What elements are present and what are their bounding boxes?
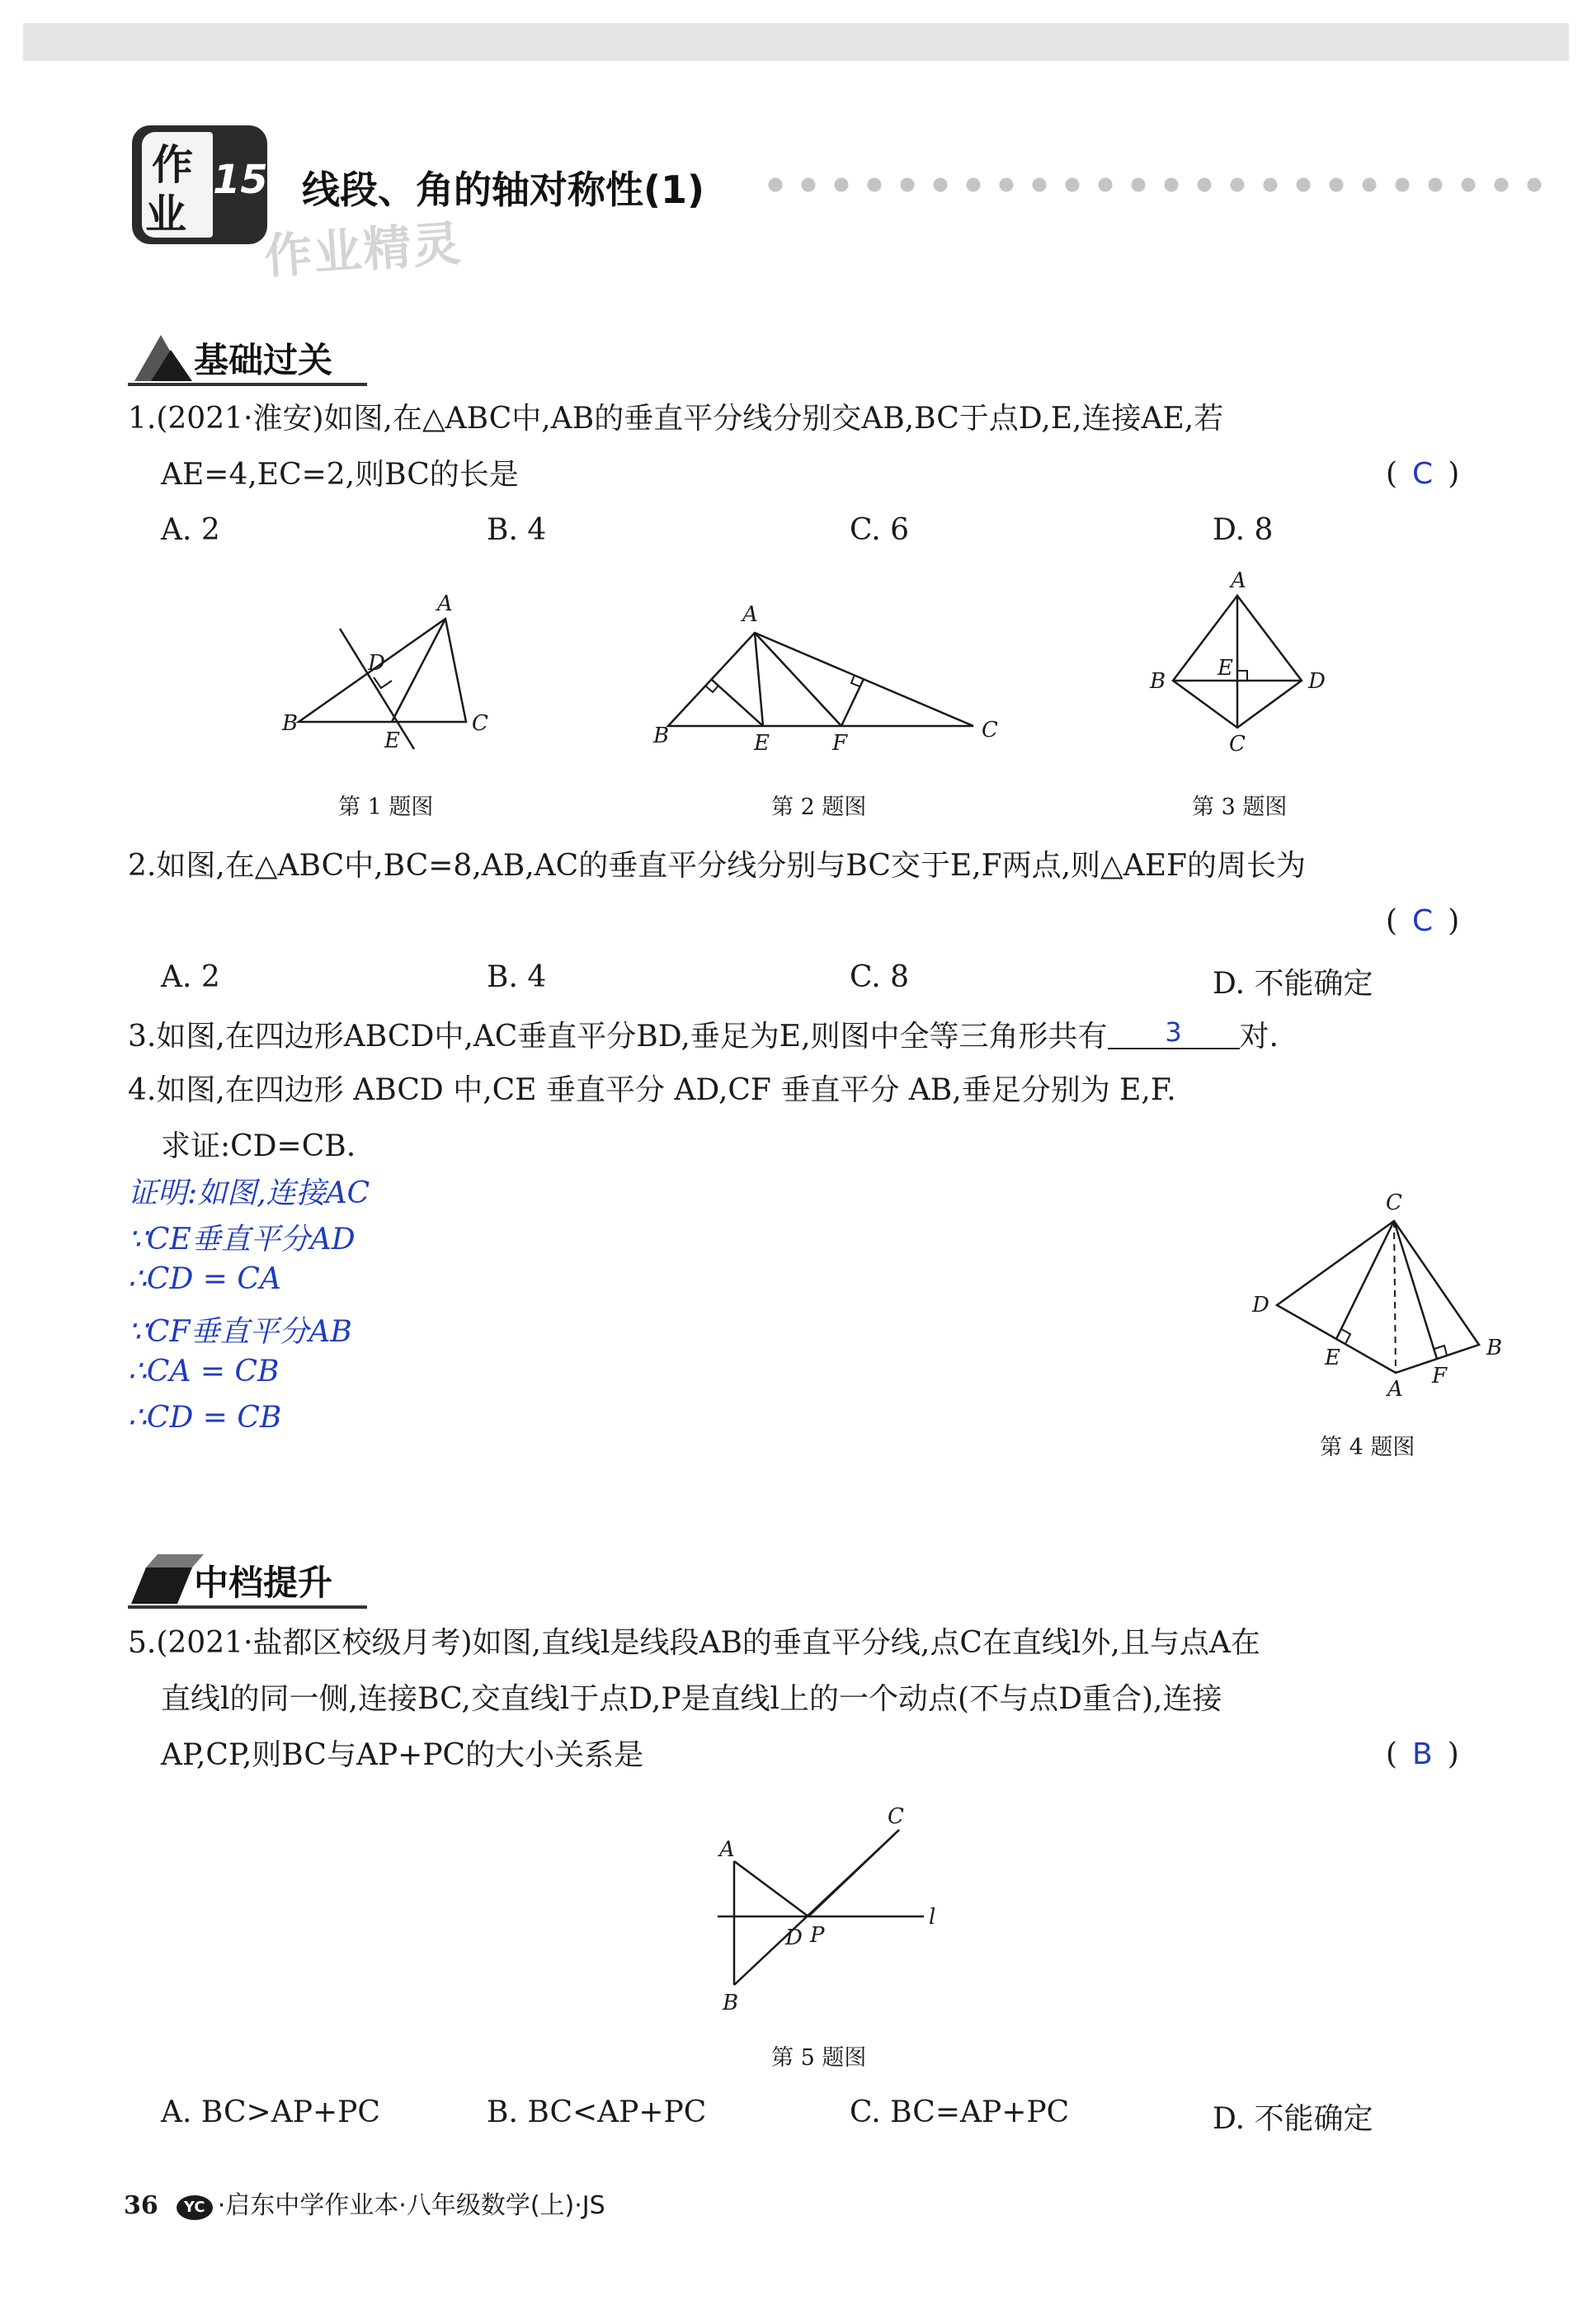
q5-line1: 5.(2021·盐都区校级月考)如图,直线l是线段AB的垂直平分线,点C在直线l外,且与点A在 <box>128 1626 1260 1660</box>
figure-1 <box>272 586 503 759</box>
fig4-label-d: D <box>1252 1293 1269 1318</box>
fig5-label-b: B <box>723 1991 739 2013</box>
fig1-caption: 第 1 题图 <box>338 794 434 820</box>
badge-number: 15 <box>213 157 268 203</box>
section-basic-label: 基础过关 <box>194 340 333 380</box>
q2-answer-value: C <box>1412 904 1434 938</box>
figure-4 <box>1237 1180 1518 1402</box>
q5-option-b: B. BC<AP+PC <box>487 2095 707 2129</box>
q1-answer-value: C <box>1412 457 1434 491</box>
fig4-label-e: E <box>1325 1346 1340 1370</box>
q2-option-b: B. 4 <box>487 960 547 994</box>
q4-proof-2: ∵CE垂直平分AD <box>128 1223 356 1256</box>
fig2-caption: 第 2 题图 <box>771 794 867 820</box>
fig4-label-f: F <box>1432 1364 1448 1388</box>
q4-proof-5: ∴CA = CB <box>128 1355 280 1388</box>
q5-answer-value: B <box>1412 1737 1433 1771</box>
q1-line2: AE=4,EC=2,则BC的长是 <box>161 458 519 492</box>
q4-proof-1: 证明:如图,连接AC <box>128 1176 370 1210</box>
section-mid <box>128 1553 392 1610</box>
q5-line2: 直线l的同一侧,连接BC,交直线l于点D,P是直线l上的一个动点(不与点D重合),连接 <box>161 1682 1222 1716</box>
fig4-caption: 第 4 题图 <box>1320 1435 1415 1460</box>
header <box>132 122 1567 285</box>
q5-answer: ( B ) <box>1386 1737 1459 1771</box>
fig4-label-a: A <box>1387 1377 1403 1402</box>
fig2-label-e: E <box>754 731 770 755</box>
fig3-label-d: D <box>1308 669 1326 694</box>
footer <box>124 2185 605 2221</box>
q5-option-c: C. BC=AP+PC <box>850 2095 1070 2129</box>
q5-line3: AP,CP,则BC与AP+PC的大小关系是 <box>161 1738 644 1772</box>
page-title: 线段、角的轴对称性(1) <box>302 167 705 212</box>
badge-bottom-char: 业 <box>145 190 186 238</box>
q1-option-a: A. 2 <box>161 513 220 547</box>
fig5-caption: 第 5 题图 <box>771 2045 867 2071</box>
q4-proof-6: ∴CD = CB <box>128 1401 282 1435</box>
q4-line2: 求证:CD=CB. <box>161 1129 356 1163</box>
q4-proof-3: ∴CD = CA <box>128 1262 281 1296</box>
q4-line1: 4.如图,在四边形 ABCD 中,CE 垂直平分 AD,CF 垂直平分 AB,垂足分别为 E,F. <box>128 1073 1176 1107</box>
q3-text-end: 对. <box>1239 1020 1279 1054</box>
q2-option-d: D. 不能确定 <box>1213 967 1373 1001</box>
q1-option-b: B. 4 <box>487 513 547 547</box>
q1-option-d: D. 8 <box>1213 513 1274 547</box>
fig3-caption: 第 3 题图 <box>1192 794 1288 820</box>
figure-2 <box>643 598 1006 755</box>
top-bar <box>23 23 1569 61</box>
q4-proof-4: ∵CF垂直平分AB <box>128 1315 352 1349</box>
fig4-label-b: B <box>1486 1336 1503 1360</box>
assignment-badge <box>132 122 272 246</box>
q5-option-a: A. BC>AP+PC <box>161 2095 380 2129</box>
figure-5 <box>701 1798 949 2013</box>
q3-line <box>128 1016 1279 1054</box>
fig5-label-p: P <box>810 1923 825 1948</box>
fig3-label-b: B <box>1150 669 1166 694</box>
q2-answer: ( C ) <box>1386 904 1460 938</box>
figure-3 <box>1138 569 1336 759</box>
q2-option-a: A. 2 <box>161 960 220 994</box>
book-title: ·启东中学作业本·八年级数学(上)·JS <box>217 2191 605 2220</box>
q5-option-d: D. 不能确定 <box>1213 2102 1373 2136</box>
section-basic <box>128 330 392 388</box>
fig2-label-a: A <box>742 602 758 627</box>
fig2-label-b: B <box>653 724 670 748</box>
q1-option-c: C. 6 <box>850 513 910 547</box>
fig3-label-a: A <box>1231 569 1246 593</box>
title-dots <box>759 177 1551 193</box>
fig1-label-c: C <box>472 711 488 736</box>
page-number: 36 <box>124 2191 158 2220</box>
fig5-label-d: D <box>785 1926 803 1950</box>
fig1-label-a: A <box>437 592 453 616</box>
fig5-label-l: l <box>929 1905 936 1930</box>
fig3-label-e: E <box>1218 656 1233 681</box>
publisher-logo: YC <box>177 2195 213 2220</box>
q2-option-c: C. 8 <box>850 960 910 994</box>
fig3-label-c: C <box>1229 732 1246 757</box>
fig1-label-d: D <box>368 651 385 676</box>
watermark: 作业精灵 <box>262 214 464 285</box>
fig1-label-e: E <box>384 728 400 753</box>
q2-line1: 2.如图,在△ABC中,BC=8,AB,AC的垂直平分线分别与BC交于E,F两点,则△AEF的周长为 <box>128 849 1306 883</box>
q3-text: 3.如图,在四边形ABCD中,AC垂直平分BD,垂足为E,则图中全等三角形共有 <box>128 1020 1108 1054</box>
fig5-label-a: A <box>719 1837 735 1862</box>
q1-line1: 1.(2021·淮安)如图,在△ABC中,AB的垂直平分线分别交AB,BC于点D,E,连接AE,若 <box>128 402 1224 436</box>
fig4-label-c: C <box>1386 1190 1402 1215</box>
q3-blank: 3 <box>1108 1016 1240 1049</box>
badge-top-char: 作 <box>152 140 193 189</box>
fig1-label-b: B <box>282 711 299 736</box>
fig2-label-c: C <box>982 718 998 742</box>
q1-answer: ( C ) <box>1386 457 1460 491</box>
fig2-label-f: F <box>832 731 848 755</box>
fig5-label-c: C <box>888 1804 904 1829</box>
section-mid-label: 中档提升 <box>194 1563 333 1603</box>
